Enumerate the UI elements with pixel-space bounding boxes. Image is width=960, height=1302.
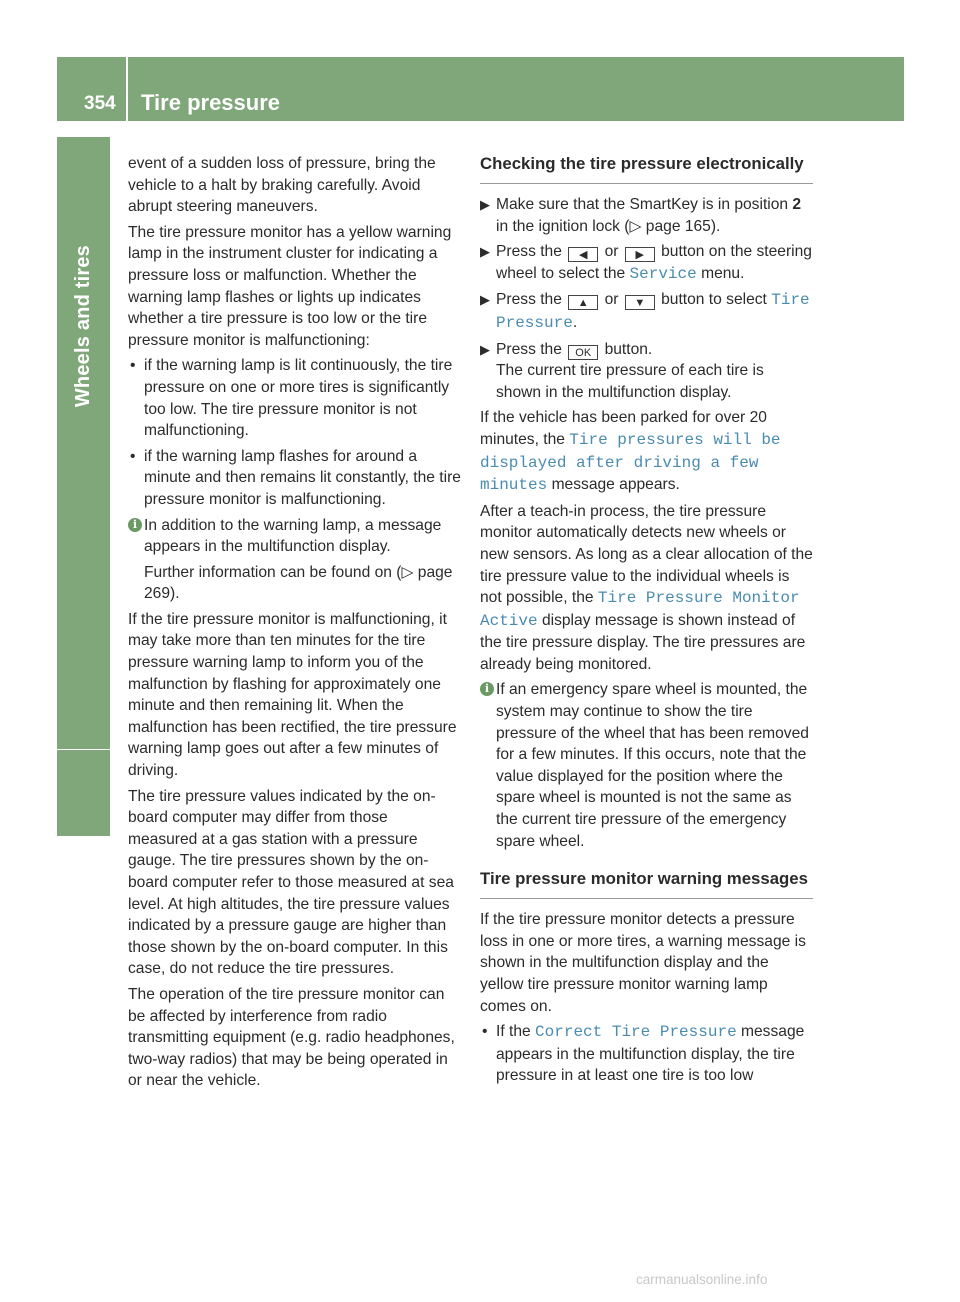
header-separator [126, 57, 128, 121]
note-text: Further information can be found on (▷ page 269). [144, 563, 453, 603]
info-note [480, 679, 813, 852]
step-arrow-icon: ▶ [480, 292, 490, 308]
right-column [480, 153, 813, 1091]
left-column [128, 153, 461, 1096]
step-arrow-icon: ▶ [480, 244, 490, 260]
note-text: If an emergency spare wheel is mounted, the system may continue to show the tire pressure of the wheel that has been removed for a few minutes. If this occurs, note that the value displayed for the position where the spare wheel is mounted is not the same as the current tire pressure of the emergency spare wheel. [496, 681, 809, 850]
step-item: ▶ Make sure that the SmartKey is in position 2 in the ignition lock (▷ page 165). [480, 196, 802, 235]
left-arrow-key-icon: ◀ [568, 247, 598, 262]
paragraph: The tire pressure values indicated by the on-board computer may differ from those measured at a gas station with a pressure gauge. The tire pressures shown by the on-board computer refer to those measured at sea level. At high altitudes, the tire pressure values indicated by a pressure gauge are higher than those shown by the on-board computer. In this case, do not reduce the tire pressures. [128, 787, 454, 978]
bullet-marker: • [130, 357, 136, 375]
info-icon: i [128, 518, 142, 532]
ok-key-icon: OK [568, 345, 598, 360]
paragraph: After a teach-in process, the tire pressure monitor automatically detects new wheels or new sensors. As long as a clear allocation of the tire pressure value to the individual wheels is not possible, the Tire Pressure Monitor Active display message is shown instead of the tire pressure display. The tire pressures are already being monitored. [480, 502, 813, 673]
list-item: • if the warning lamp flashes for around a minute and then remains lit constantly, the tire pressure monitor is malfunctioning. [130, 447, 461, 508]
info-note [128, 515, 461, 605]
note-text: In addition to the warning lamp, a message appears in the multifunction display. [144, 516, 442, 556]
list-item: • If the Correct Tire Pressure message appears in the multifunction display, the tire pressure in at least one tire is too low [482, 1023, 805, 1085]
side-tab-label: Wheels and tires [72, 245, 94, 408]
list-item: • if the warning lamp is lit continuously, the tire pressure on one or more tires is significantly too low. The tire pressure monitor is not malfunctioning. [130, 357, 453, 440]
side-tab-label-wrap [57, 137, 110, 749]
right-arrow-key-icon: ▶ [625, 247, 655, 262]
page-title: Tire pressure [141, 90, 281, 115]
step-arrow-icon: ▶ [480, 197, 490, 212]
display-text: Service [629, 264, 697, 283]
down-arrow-key-icon: ▼ [625, 295, 655, 310]
display-text: Tire Pressure Monitor Active [480, 589, 800, 630]
page-number: 354 [84, 93, 116, 114]
step-item: ▶ Press the ▲ or ▼ button to select Tire Pressure. [480, 291, 810, 332]
info-icon: i [480, 682, 494, 696]
section-heading: Checking the tire pressure electronically [480, 153, 813, 184]
bullet-marker: • [130, 447, 136, 465]
step-item: ▶ Press the OK button. The current tire pressure of each tire is shown in the multifunction display. [480, 340, 764, 401]
paragraph: If the tire pressure monitor is malfunctioning, it may take more than ten minutes for the tire pressure warning lamp to inform you of the malfunction by flashing for approximately one minute and then remaining lit. When the malfunction has been rectified, the tire pressure warning lamp goes out after a few minutes of driving. [128, 610, 457, 780]
section-heading: Tire pressure monitor warning messages [480, 868, 813, 899]
bullet-marker: • [482, 1023, 488, 1041]
watermark: carmanualsonline.info [636, 1272, 768, 1287]
paragraph: event of a sudden loss of pressure, bring the vehicle to a halt by braking carefully. Avoid abrupt steering maneuvers. [128, 155, 436, 216]
paragraph: If the vehicle has been parked for over 20 minutes, the Tire pressures will be displayed after driving a few minutes message appears. [480, 409, 781, 495]
step-arrow-icon: ▶ [480, 341, 490, 357]
paragraph: The tire pressure monitor has a yellow warning lamp in the instrument cluster for indicating a pressure loss or malfunction. Whether the warning lamp flashes or lights up indicates whether a tire pressure is too low or the tire pressure monitor is malfunctioning: [128, 223, 452, 349]
paragraph: The operation of the tire pressure monitor can be affected by interference from radio transmitting equipment (e.g. radio headphones, two-way radios) that may be being operated in or near the vehicle. [128, 985, 455, 1090]
display-text: Tire pressures will be displayed after driving a few minutes [480, 430, 781, 495]
step-item: ▶ Press the ◀ or ▶ button on the steering wheel to select the Service menu. [480, 243, 812, 283]
side-tab-lower [57, 750, 110, 836]
up-arrow-key-icon: ▲ [568, 295, 598, 310]
display-text: Tire Pressure [496, 291, 810, 332]
paragraph: If the tire pressure monitor detects a pressure loss in one or more tires, a warning message is shown in the multifunction display and the yellow tire pressure monitor warning lamp comes on. [480, 911, 806, 1015]
display-text: Correct Tire Pressure [535, 1023, 737, 1042]
